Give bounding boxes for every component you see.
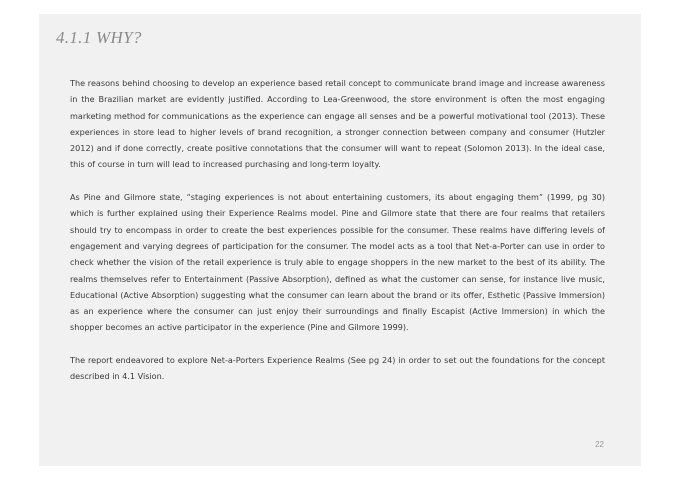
paragraph-2: As Pine and Gilmore state, “staging experiences is not about entertaining customers, its about engaging them” (1999, pg 30) which is further explained using their Experience Realms model. Pine and Gilmore state that there are four realms that retailers should try to encompass in order to create the best experiences possible for the consumer. These realms have differing levels of engagement and varying degrees of participation for the consumer. The model acts as a tool that Net-a-Porter can use in order to check whether the vision of the retail experience is truly able to engage shoppers in the new market to the best of its ability. The realms themselves refer to Entertainment (Passive Absorption), defined as what the customer can sense, for instance live music, Educational (Active Absorption) suggesting what the consumer can learn about the brand or its offer, Esthetic (Passive Immersion) as an experience where the consumer can just enjoy their surroundings and finally Escapist (Active Immersion) in which the shopper becomes an active participator in the experience (Pine and Gilmore 1999).	[70, 192, 605, 333]
paragraph-3: The report endeavored to explore Net-a-Porters Experience Realms (See pg 24) in order to set out the foundations for the concept described in 4.1 Vision.	[70, 355, 605, 382]
page-number: 22	[595, 440, 604, 449]
section-heading: 4.1.1 WHY?	[56, 28, 142, 47]
document-page	[39, 14, 641, 466]
body-text	[70, 75, 605, 401]
paragraph-1: The reasons behind choosing to develop an experience based retail concept to communicate brand image and increase awareness in the Brazilian market are evidently justified. According to Lea-Greenwood, the store environment is often the most engaging marketing method for communications as the experience can engage all senses and be a powerful motivational tool (2013). These experiences in store lead to higher levels of brand recognition, a stronger connection between company and consumer (Hutzler 2012) and if done correctly, create positive connotations that the consumer will want to repeat (Solomon 2013). In the ideal case, this of course in turn will lead to increased purchasing and long-term loyalty.	[70, 78, 605, 170]
